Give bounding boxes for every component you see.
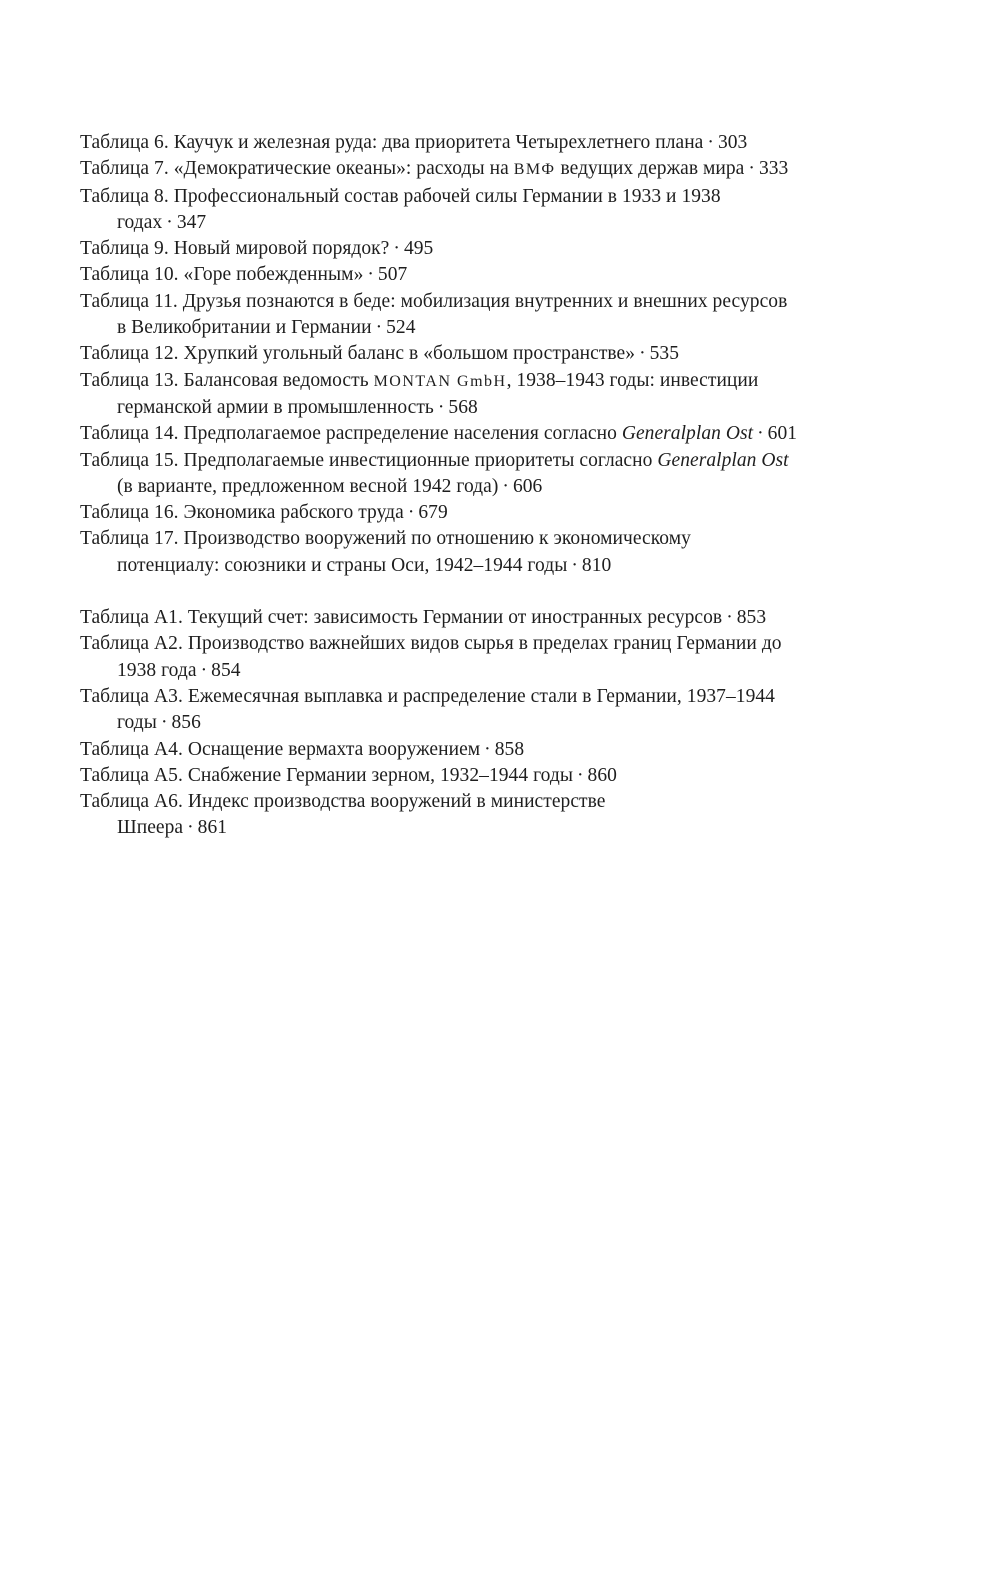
toc-entry-table-7: [80, 156, 800, 183]
toc-entry-table-a1: [80, 605, 800, 631]
entry-title: Ежемесячная выплавка и распределение стали в Германии, 1937–1944 годы: [117, 685, 775, 734]
entry-title: (в варианте, предложенном весной 1942 года): [117, 475, 499, 497]
entry-label: Таблица А5.: [80, 764, 183, 786]
entry-label: Таблица 10.: [80, 264, 179, 286]
entry-title-company-name: MONTAN GmbH: [373, 372, 507, 390]
entry-label: Таблица 14.: [80, 423, 179, 445]
entry-page-number: 524: [386, 317, 416, 339]
toc-entry-table-10: [80, 262, 800, 288]
entry-label: Таблица А4.: [80, 738, 183, 760]
appendix-tables-group: [80, 605, 800, 842]
entry-page-number: 347: [176, 211, 207, 233]
entry-title: Оснащение вермахта вооружением: [187, 738, 481, 760]
entry-label: Таблица А6.: [80, 791, 183, 813]
entry-label: Таблица 12.: [80, 343, 179, 365]
entry-title: Снабжение Германии зерном, 1932–1944 годы: [187, 764, 573, 786]
entry-label: Таблица 8.: [80, 185, 169, 207]
entry-page-number: 606: [512, 475, 543, 497]
entry-page-number: 810: [581, 554, 612, 576]
page-separator: ·: [160, 712, 168, 734]
page-separator: ·: [393, 238, 400, 260]
entry-title: Балансовая ведомость: [183, 369, 374, 391]
toc-entry-table-a4: [80, 737, 800, 763]
entry-label: Таблица 17.: [80, 528, 179, 550]
page-separator: ·: [187, 817, 194, 839]
toc-entry-table-a6: [80, 789, 800, 842]
entry-title: Предполагаемые инвестиционные приоритеты согласно: [183, 449, 658, 471]
entry-title: Предполагаемое распределение населения согласно: [183, 423, 622, 445]
toc-entry-table-8: [80, 184, 800, 237]
entry-label: Таблица 6.: [80, 132, 169, 153]
toc-entry-table-12: [80, 341, 800, 367]
entry-title-acronym: ВМФ: [513, 161, 556, 179]
entry-page-number: 860: [587, 764, 617, 786]
entry-title-italic: Generalplan Ost: [657, 449, 789, 471]
toc-entry-table-9: [80, 236, 800, 262]
toc-entry-table-15: [80, 448, 800, 501]
entry-title: «Горе побежденным»: [183, 264, 364, 286]
page-separator: ·: [437, 396, 445, 418]
entry-label: Таблица А1.: [80, 607, 183, 629]
entry-title: «Демократические океаны»: расходы на: [173, 158, 514, 180]
page-separator: ·: [571, 554, 578, 576]
entry-page-number: 856: [171, 712, 201, 734]
page-separator: ·: [484, 738, 491, 760]
entry-page-number: 495: [403, 238, 434, 260]
page-separator: ·: [407, 502, 415, 524]
entry-title: Индекс производства вооружений в министерстве Шпеера: [117, 791, 606, 839]
entry-title: Производство важнейших видов сырья в пределах границ Германии до 1938 года: [117, 633, 782, 681]
entry-title: Хрупкий угольный баланс в «большом пространстве»: [183, 343, 636, 365]
toc-entry-table-14: [80, 421, 800, 447]
entry-title: Экономика рабского труда: [183, 502, 404, 524]
page-separator: ·: [166, 211, 173, 233]
entry-label: Таблица 7.: [80, 158, 169, 180]
entry-page-number: 601: [767, 423, 798, 445]
toc-entry-table-17: [80, 526, 800, 579]
entry-page-number: 568: [448, 396, 478, 418]
entry-page-number: 858: [494, 738, 525, 760]
entry-label: Таблица 15.: [80, 449, 179, 471]
entry-page-number: 303: [717, 132, 748, 153]
entry-title: Друзья познаются в беде: мобилизация внутренних и внешних ресурсов в Великобритании и Германии: [117, 290, 788, 339]
toc-entry-table-a5: [80, 763, 800, 789]
page-separator: ·: [375, 317, 383, 339]
entry-title: Текущий счет: зависимость Германии от иностранных ресурсов: [187, 607, 723, 629]
entry-title: Новый мировой порядок?: [173, 238, 390, 260]
toc-entry-table-13: [80, 368, 800, 422]
entry-title: Каучук и железная руда: два приоритета Четырехлетнего плана: [173, 132, 704, 153]
entry-title: Профессиональный состав рабочей силы Германии в 1933 и 1938 годах: [117, 185, 721, 233]
entry-page-number: 854: [211, 659, 241, 681]
page-separator: ·: [502, 475, 509, 497]
page-separator: ·: [748, 158, 755, 180]
entry-page-number: 853: [736, 607, 767, 629]
entry-page-number: 679: [418, 502, 448, 524]
page-separator: ·: [367, 264, 374, 286]
entry-title: Производство вооружений по отношению к экономическому потенциалу: союзники и страны Оси, 1942–1944 годы: [117, 528, 691, 576]
page-separator: ·: [200, 659, 208, 681]
entry-title-italic: Generalplan Ost: [621, 423, 754, 445]
entry-page-number: 333: [758, 158, 789, 180]
entry-label: Таблица А2.: [80, 633, 183, 655]
toc-entry-table-6: [80, 130, 800, 156]
toc-entry-table-16: [80, 500, 800, 526]
entry-title: ведущих держав мира: [555, 158, 745, 180]
entry-page-number: 507: [377, 264, 408, 286]
page-separator: ·: [639, 343, 646, 365]
page-separator: ·: [707, 132, 714, 153]
entry-label: Таблица А3.: [80, 685, 183, 707]
entry-label: Таблица 13.: [80, 369, 179, 391]
page-separator: ·: [757, 423, 764, 445]
entry-page-number: 535: [649, 343, 680, 365]
toc-entry-table-a3: [80, 684, 800, 737]
toc-entry-table-a2: [80, 631, 800, 684]
entry-page-number: 861: [197, 817, 228, 839]
list-of-tables: [80, 130, 800, 842]
entry-title: , 1938–1943 годы: инвестиции германской армии в промышленность: [117, 369, 759, 418]
entry-label: Таблица 9.: [80, 238, 169, 260]
entry-label: Таблица 11.: [80, 290, 178, 312]
main-tables-group: [80, 130, 800, 579]
entry-label: Таблица 16.: [80, 502, 179, 524]
toc-entry-table-11: [80, 289, 800, 342]
page-separator: ·: [726, 607, 733, 629]
page-separator: ·: [577, 764, 584, 786]
